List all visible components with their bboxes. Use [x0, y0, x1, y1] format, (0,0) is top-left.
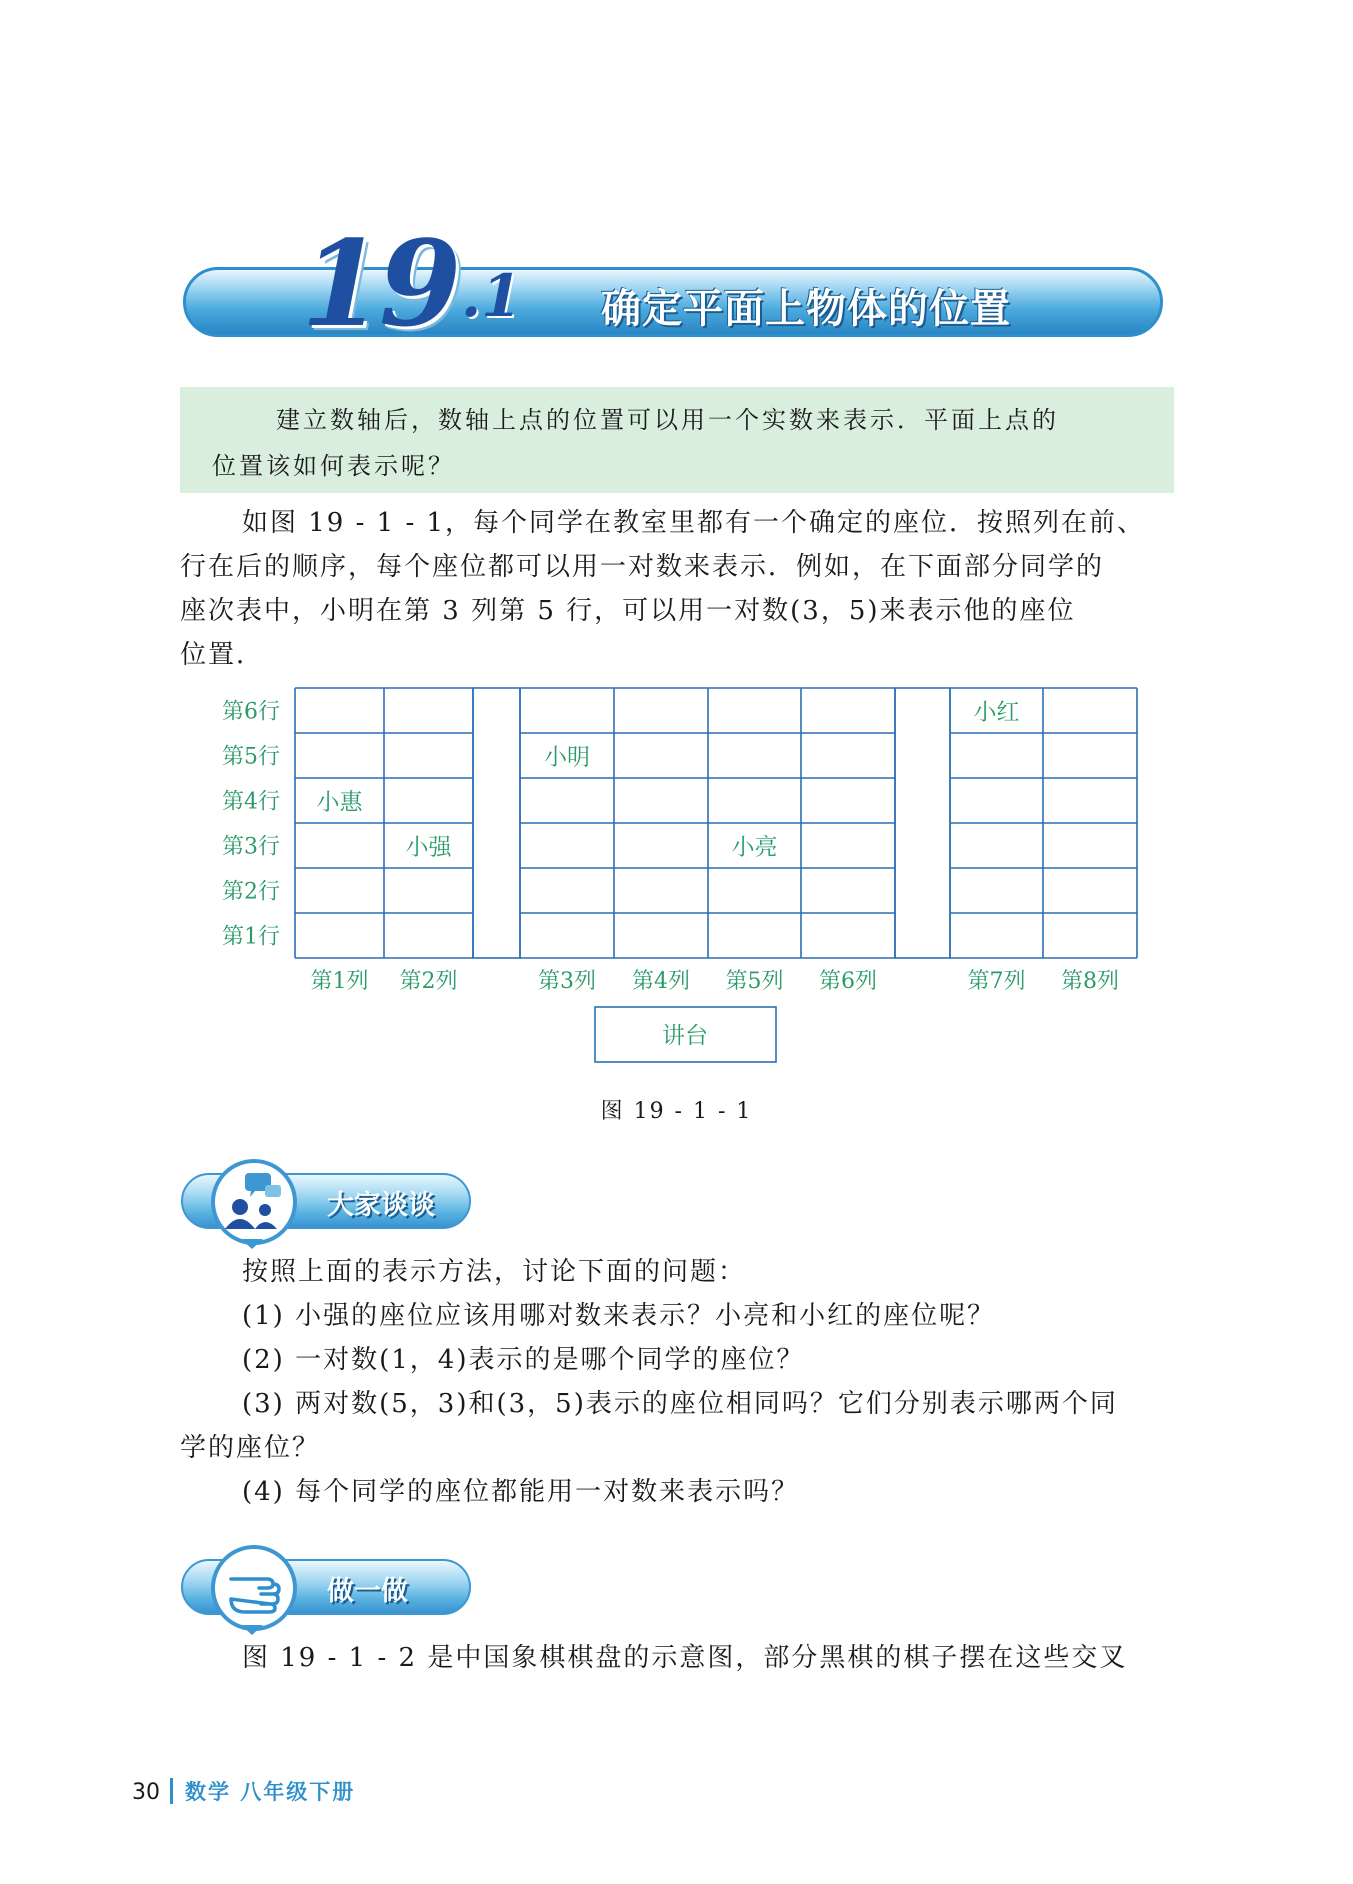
seating-grid — [295, 688, 1137, 958]
student-name: 小强 — [405, 834, 452, 861]
column-label: 第5列 — [725, 969, 784, 994]
text-line: 位置． — [180, 640, 265, 670]
text-line: 座次表中，小明在第 3 列第 5 行，可以用一对数(3，5)来表示他的座位 — [180, 596, 1076, 626]
book-title: 数学 八年级下册 — [185, 1780, 356, 1804]
question-3: (3) 两对数(5，3)和(3，5)表示的座位相同吗？它们分别表示哪两个同 — [242, 1389, 1118, 1419]
hand-icon — [215, 1549, 293, 1627]
page-footer — [132, 1776, 355, 1806]
discuss-badge-label: 大家谈谈 — [327, 1190, 435, 1221]
student-name: 小亮 — [731, 834, 778, 861]
student-names — [317, 700, 1020, 861]
badge-circle — [211, 1545, 297, 1631]
doit-badge-label: 做一做 — [327, 1576, 408, 1607]
intro-line: 建立数轴后，数轴上点的位置可以用一个实数来表示．平面上点的 — [276, 406, 1059, 434]
text-line: 行在后的顺序，每个座位都可以用一对数来表示．例如，在下面部分同学的 — [180, 552, 1105, 582]
question-3-cont: 学的座位？ — [180, 1433, 321, 1463]
student-name: 小红 — [973, 699, 1020, 726]
row-label: 第4行 — [222, 789, 280, 815]
paragraph-doit — [180, 1636, 1174, 1680]
page-number: 30 — [132, 1780, 160, 1805]
row-label: 第2行 — [222, 879, 280, 905]
row-label: 第5行 — [222, 744, 280, 770]
section-title: 确定平面上物体的位置 — [601, 286, 1011, 332]
doit-badge — [181, 1545, 471, 1631]
row-label: 第1行 — [222, 924, 280, 950]
footer-divider — [170, 1778, 173, 1804]
question-4: (4) 每个同学的座位都能用一对数来表示吗？ — [242, 1477, 800, 1507]
discuss-badge — [181, 1159, 471, 1245]
column-label: 第2列 — [399, 969, 458, 994]
row-labels — [222, 700, 280, 950]
section-subnumber: .1 — [461, 262, 522, 330]
aisle-box — [473, 688, 520, 958]
question-1: (1) 小强的座位应该用哪对数来表示？小亮和小红的座位呢？ — [242, 1301, 996, 1331]
column-label: 第6列 — [819, 969, 877, 994]
student-name: 小明 — [544, 744, 590, 771]
section-number: 19 — [301, 214, 458, 353]
text-line: 如图 19 - 1 - 1，每个同学在教室里都有一个确定的座位．按照列在前、 — [242, 508, 1146, 538]
people-talking-icon — [215, 1163, 293, 1241]
student-name: 小惠 — [316, 789, 363, 816]
aisle-box — [895, 688, 950, 958]
text-line: 图 19 - 1 - 2 是中国象棋棋盘的示意图，部分黑棋的棋子摆在这些交叉 — [242, 1643, 1128, 1673]
badge-pointer — [241, 1239, 263, 1249]
column-label: 第4列 — [632, 969, 690, 994]
column-label: 第3列 — [538, 969, 596, 994]
figure-caption: 图 19 - 1 - 1 — [600, 1099, 753, 1124]
discussion-questions — [180, 1250, 1174, 1514]
column-label: 第7列 — [967, 969, 1026, 994]
podium-label: 讲台 — [662, 1023, 708, 1049]
column-label: 第8列 — [1061, 969, 1119, 994]
row-label: 第6行 — [222, 699, 280, 725]
question-2: (2) 一对数(1，4)表示的是哪个同学的座位？ — [242, 1345, 805, 1375]
column-label: 第1列 — [310, 969, 369, 994]
column-labels — [311, 969, 1120, 994]
row-label: 第3行 — [222, 834, 280, 860]
badge-circle — [211, 1159, 297, 1245]
intro-line: 位置该如何表示呢？ — [212, 452, 455, 480]
text-line: 按照上面的表示方法，讨论下面的问题： — [242, 1257, 747, 1287]
badge-pointer — [241, 1625, 263, 1635]
